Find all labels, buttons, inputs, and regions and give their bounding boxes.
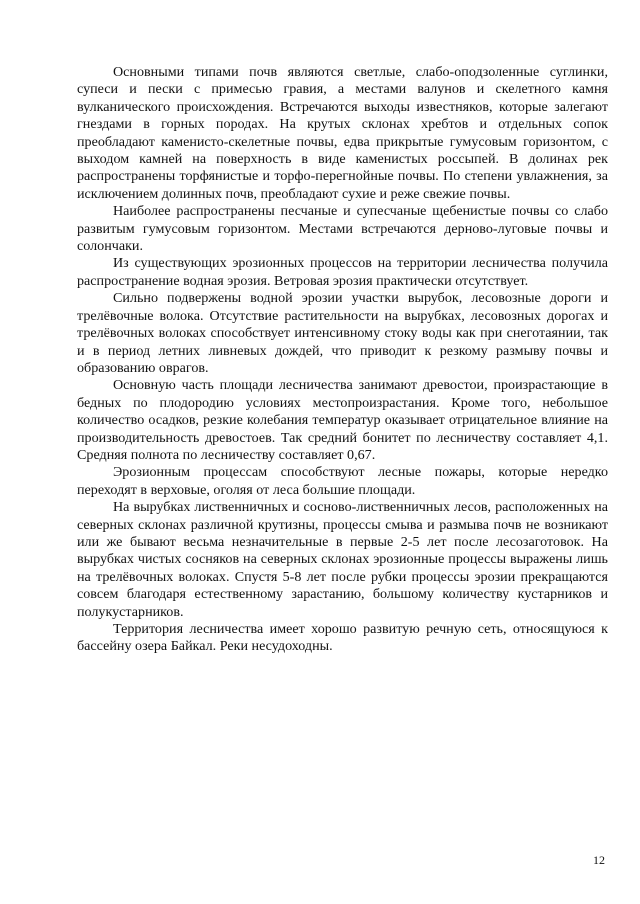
paragraph-forest-fires: Эрозионным процессам способствуют лесные пожары, которые нередко переходят в верховые, оголяя от леса большие площади.: [77, 464, 608, 498]
paragraph-river-network: Территория лесничества имеет хорошо развитую речную сеть, относящуюся к бассейну озера Байкал. Реки несудоходны.: [77, 621, 608, 655]
paragraph-forest-stands: Основную часть площади лесничества занимают древостои, произрастающие в бедных по плодородию условиях местопроизрастания. Кроме того, небольшое количество осадков, резкие колебания температур оказывает отрицательное влияние на производительность древостоев. Так средний бонитет по лесничеству составляет 4,1. Средняя полнота по лесничеству составляет 0,67.: [77, 377, 608, 463]
paragraph-common-soils: Наиболее распространены песчаные и супесчаные щебенистые почвы со слабо развитым гумусовым горизонтом. Местами встречаются дерново-луговые почвы и солончаки.: [77, 203, 608, 255]
paragraph-water-erosion-areas: Сильно подвержены водной эрозии участки вырубок, лесовозные дороги и трелёвочные волока. Отсутствие растительности на вырубках, лесовозных дорогах и трелёвочных волоках способствует интенсивному стоку воды как при снеготаянии, так и в период летних ливневых дождей, что приводит к резкому размыву почвы и образованию оврагов.: [77, 290, 608, 376]
paragraph-erosion-types: Из существующих эрозионных процессов на территории лесничества получила распространение водная эрозия. Ветровая эрозия практически отсутствует.: [77, 255, 608, 289]
paragraph-soil-types: Основными типами почв являются светлые, слабо-оподзоленные суглинки, супеси и пески с примесью гравия, а местами валунов и скелетного камня вулканического происхождения. Встречаются выходы известняков, которые залегают гнездами в горных породах. На крутых склонах хребтов и отдельных сопок преобладают каменисто-скелетные почвы, едва прикрытые гумусовым горизонтом, с выходом камней на поверхность в виде каменистых россыпей. В долинах рек распространены торфянистые и торфо-перегнойные почвы. По степени увлажнения, за исключением долинных почв, преобладают сухие и реже свежие почвы.: [77, 64, 608, 202]
paragraph-logging-sites: На вырубках лиственничных и сосново-лиственничных лесов, расположенных на северных склонах различной крутизны, процессы смыва и размыва почв не возникают или же бывают весьма незначительные в первые 2-5 лет после лесозаготовок. На вырубках чистых сосняков на северных склонах эрозионные процессы выражены лишь на трелёвочных волоках. Спустя 5-8 лет после рубки процессы эрозии прекращаются совсем благодаря естественному зарастанию, большому количеству кустарников и полукустарников.: [77, 499, 608, 620]
page-number: 12: [593, 853, 605, 867]
page-body: [77, 64, 608, 656]
